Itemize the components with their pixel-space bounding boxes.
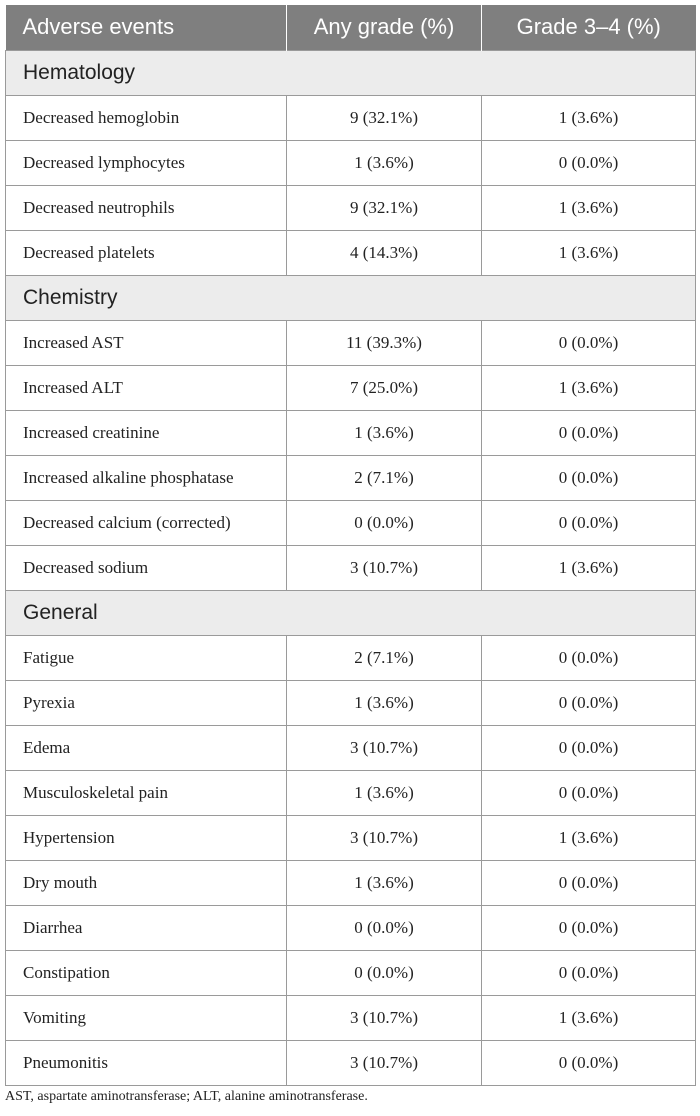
adverse-event-cell: Decreased lymphocytes [6,140,287,185]
table-footnote: AST, aspartate aminotransferase; ALT, alanine aminotransferase. [5,1089,368,1104]
section-row [6,50,696,95]
adverse-event-cell: Hypertension [6,815,287,860]
any-grade-cell: 1 (3.6%) [287,860,482,905]
grade-3-4-cell: 0 (0.0%) [482,410,696,455]
section-row [6,590,696,635]
adverse-event-cell: Decreased platelets [6,230,287,275]
adverse-event-cell: Pyrexia [6,680,287,725]
adverse-event-cell: Fatigue [6,635,287,680]
table-row [6,995,696,1040]
adverse-event-cell: Diarrhea [6,905,287,950]
adverse-event-cell: Increased alkaline phosphatase [6,455,287,500]
grade-3-4-cell: 0 (0.0%) [482,320,696,365]
table-row [6,500,696,545]
table-row [6,860,696,905]
table-row [6,185,696,230]
grade-3-4-cell: 1 (3.6%) [482,185,696,230]
adverse-event-cell: Edema [6,725,287,770]
grade-3-4-cell: 0 (0.0%) [482,455,696,500]
any-grade-cell: 3 (10.7%) [287,815,482,860]
table-row [6,905,696,950]
table-row [6,680,696,725]
table-row [6,950,696,995]
grade-3-4-cell: 0 (0.0%) [482,1040,696,1085]
any-grade-cell: 9 (32.1%) [287,185,482,230]
grade-3-4-cell: 1 (3.6%) [482,365,696,410]
table-row [6,95,696,140]
adverse-event-cell: Dry mouth [6,860,287,905]
header-any-grade: Any grade (%) [287,5,482,50]
table-body [6,50,696,1085]
table-row [6,545,696,590]
grade-3-4-cell: 1 (3.6%) [482,815,696,860]
any-grade-cell: 3 (10.7%) [287,1040,482,1085]
adverse-event-cell: Musculoskeletal pain [6,770,287,815]
any-grade-cell: 0 (0.0%) [287,500,482,545]
table-header-row [6,5,696,50]
adverse-event-cell: Constipation [6,950,287,995]
grade-3-4-cell: 0 (0.0%) [482,680,696,725]
any-grade-cell: 3 (10.7%) [287,725,482,770]
section-title: General [6,590,696,635]
table-row [6,770,696,815]
adverse-event-cell: Vomiting [6,995,287,1040]
adverse-event-cell: Increased creatinine [6,410,287,455]
any-grade-cell: 1 (3.6%) [287,680,482,725]
section-title: Chemistry [6,275,696,320]
any-grade-cell: 7 (25.0%) [287,365,482,410]
grade-3-4-cell: 0 (0.0%) [482,860,696,905]
grade-3-4-cell: 0 (0.0%) [482,770,696,815]
any-grade-cell: 9 (32.1%) [287,95,482,140]
grade-3-4-cell: 0 (0.0%) [482,950,696,995]
grade-3-4-cell: 0 (0.0%) [482,635,696,680]
adverse-event-cell: Decreased neutrophils [6,185,287,230]
table-row [6,230,696,275]
adverse-event-cell: Decreased sodium [6,545,287,590]
section-title: Hematology [6,50,696,95]
any-grade-cell: 2 (7.1%) [287,635,482,680]
grade-3-4-cell: 1 (3.6%) [482,995,696,1040]
adverse-event-cell: Increased AST [6,320,287,365]
grade-3-4-cell: 0 (0.0%) [482,725,696,770]
any-grade-cell: 4 (14.3%) [287,230,482,275]
grade-3-4-cell: 0 (0.0%) [482,500,696,545]
table-row [6,1040,696,1085]
table-row [6,725,696,770]
table-row [6,365,696,410]
grade-3-4-cell: 0 (0.0%) [482,140,696,185]
any-grade-cell: 3 (10.7%) [287,545,482,590]
adverse-events-table [5,5,696,1086]
table-row [6,455,696,500]
section-row [6,275,696,320]
adverse-event-cell: Increased ALT [6,365,287,410]
header-adverse-events: Adverse events [6,5,287,50]
table-row [6,635,696,680]
grade-3-4-cell: 1 (3.6%) [482,95,696,140]
adverse-event-cell: Decreased calcium (corrected) [6,500,287,545]
table-row [6,140,696,185]
any-grade-cell: 11 (39.3%) [287,320,482,365]
any-grade-cell: 1 (3.6%) [287,410,482,455]
grade-3-4-cell: 1 (3.6%) [482,545,696,590]
header-grade-3-4: Grade 3–4 (%) [482,5,696,50]
grade-3-4-cell: 0 (0.0%) [482,905,696,950]
table-row [6,410,696,455]
grade-3-4-cell: 1 (3.6%) [482,230,696,275]
adverse-event-cell: Decreased hemoglobin [6,95,287,140]
any-grade-cell: 1 (3.6%) [287,770,482,815]
any-grade-cell: 3 (10.7%) [287,995,482,1040]
table-row [6,320,696,365]
any-grade-cell: 1 (3.6%) [287,140,482,185]
any-grade-cell: 2 (7.1%) [287,455,482,500]
any-grade-cell: 0 (0.0%) [287,950,482,995]
table-row [6,815,696,860]
adverse-event-cell: Pneumonitis [6,1040,287,1085]
any-grade-cell: 0 (0.0%) [287,905,482,950]
